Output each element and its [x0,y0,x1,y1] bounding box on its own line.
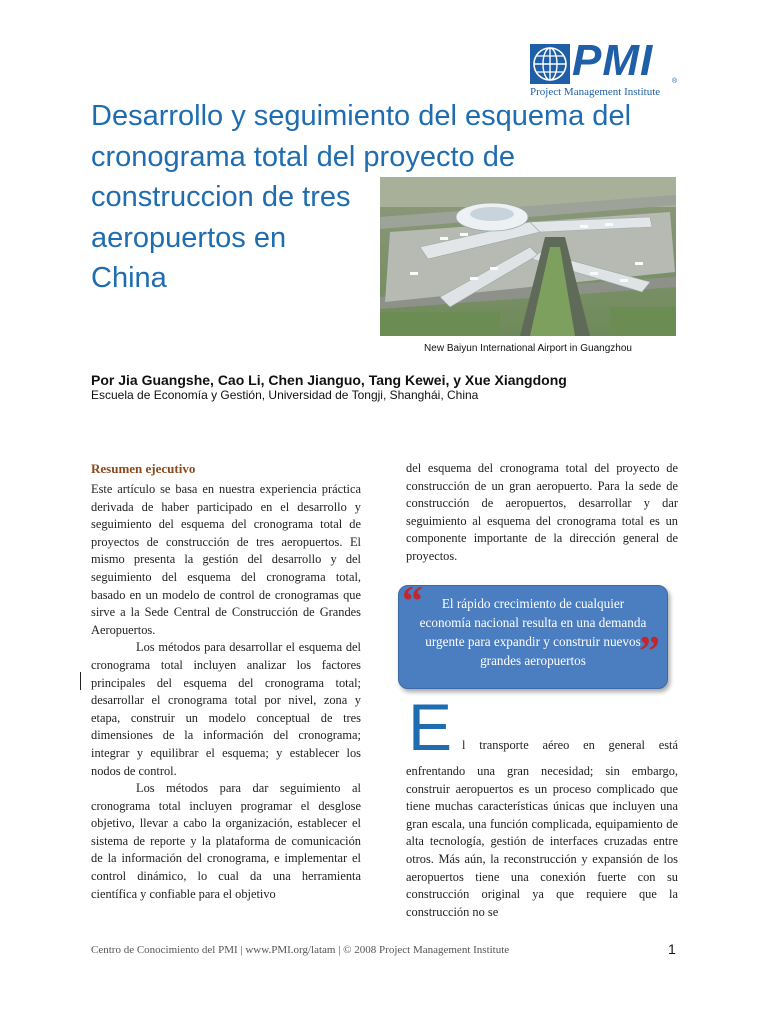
right-column-intro [406,460,678,566]
title-line: aeropuertos en [91,221,287,254]
pull-quote-text: El rápido crecimiento de cualquier economía nacional resulta en una demanda urgente para expandir y construir nuevos grandes aeropuertos [419,596,647,668]
text-cursor [80,672,81,690]
quote-open-mark: “ [402,579,423,625]
pull-quote [398,579,668,689]
paragraph: del esquema del cronograma total del proyecto de construcción de un gran aeropuerto. Para la sede de construcción de aeropuertos, desarrollar y dar seguimiento al esquema del cronograma total es un componente importante de la dirección general de proyectos. [406,461,678,563]
photo-caption: New Baiyun International Airport in Guangzhou [424,343,632,354]
paragraph: Los métodos para desarrollar el esquema del cronograma total incluyen analizar los factores principales del esquema del cronograma total; desarrollar el cronograma total por nivel, zona y etapa, construir un modelo conceptual de tres dimensiones de la información del cronograma; integrar y equilibrar el esquema; y establecer los nodos de control. [91,640,361,778]
section-heading: Resumen ejecutivo [91,461,196,476]
globe-icon [530,44,570,84]
paragraph: enfrentando una gran necesidad; sin embargo, construir aeropuertos es un proceso complicado que tiene muchas características únicas que incluyen una gran escala, una función complicada, equipamiento de alta tecnología, gestión de interfaces cruzadas entre otros. Más aún, la reconstrucción y expansión de los aeropuertos tiene una conexión fuerte con su construcción original ya que requiere que la construcción no se [406,764,678,919]
airport-photo [380,177,676,336]
logo-subtitle: Project Management Institute [530,86,661,98]
left-column [91,481,361,903]
footer: Centro de Conocimiento del PMI | www.PMI.org/latam | © 2008 Project Management Institute [91,944,510,956]
affiliation: Escuela de Economía y Gestión, Universidad de Tongji, Shanghái, China [91,388,479,402]
paragraph: Este artículo se basa en nuestra experiencia práctica derivada de haber participado en el desarrollo y seguimiento del esquema del cronograma total de proyectos de construcción de tres aeropuertos. El mismo presenta la gestión del desarrollo y del seguimiento del esquema del cronograma total, basado en un modelo de control de cronogramas que sirve a la Sede Central de Construcción de Grandes Aeropuertos. [91,482,361,637]
pmi-logo [528,36,678,100]
title-line: China [91,262,167,294]
paragraph: Los métodos para dar seguimiento al cronograma total incluyen programar el desglose objetivo, llevar a cabo la organización, establecer el sistema de reporte y la plataforma de comunicación de la información del cronograma, e implementar el control dinámico, lo cual da una herramienta científica y confiable para el objetivo [91,781,361,901]
title-line: construccion de tres [91,181,351,213]
title-line: cronograma total del proyecto de [91,140,515,173]
quote-close-mark: ” [639,629,660,675]
logo-wordmark: PMI [572,36,654,85]
right-column-body [406,763,678,921]
drop-cap: E [408,690,453,764]
registered-mark: ® [672,78,678,85]
drop-cap-line: l transporte aéreo en general está [462,738,678,752]
title-line: Desarrollo y seguimiento del esquema del [91,100,632,132]
authors: Por Jia Guangshe, Cao Li, Chen Jianguo, Tang Kewei, y Xue Xiangdong [91,372,567,388]
page-number: 1 [668,941,676,957]
